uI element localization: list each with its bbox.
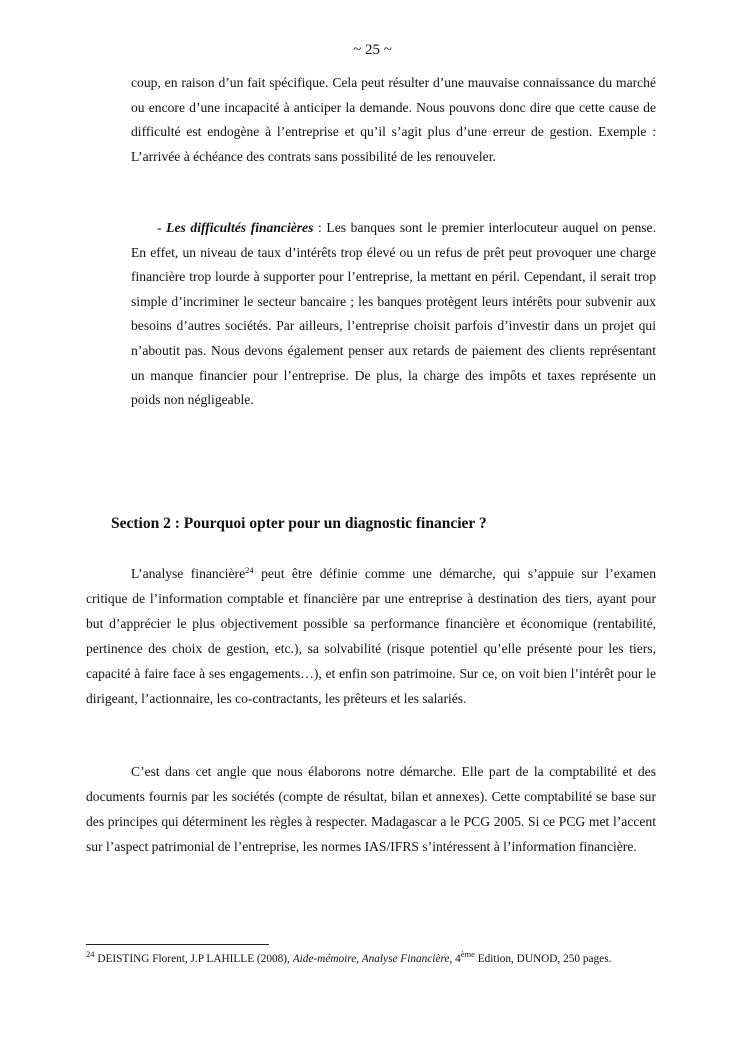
footnote-edition-sup: ème bbox=[460, 949, 475, 959]
footnote-title: Aide-mémoire, Analyse Financière bbox=[292, 953, 450, 965]
paragraph-analysis bbox=[86, 561, 656, 711]
footnote-authors: DEISTING Florent, J.P LAHILLE (2008), bbox=[94, 953, 293, 965]
paragraph-start: L’analyse financière bbox=[131, 566, 246, 581]
bullet-term: Les difficultés financières bbox=[166, 220, 314, 235]
bullet-marker: - bbox=[157, 220, 162, 235]
footnote bbox=[86, 951, 656, 967]
page-number: ~ 25 ~ bbox=[353, 42, 392, 58]
footnote-separator bbox=[86, 944, 269, 945]
footnote-edition: , 4 bbox=[449, 953, 461, 965]
paragraph-rest: peut être définie comme une démarche, qui s’appuie sur l’examen critique de l’information comptable et financière par une entreprise à destination des tiers, ayant pour but d’apprécier le plus objectivement possible sa performance financière et économique (rentabilité, pertinence des choix de gestion, etc.), sa solvabilité (risque potentiel qu’elle présente pour les tiers, capacité à faire face à ses engagements…), et enfin son patrimoine. Sur ce, on voit bien l’intérêt pour le dirigeant, l’actionnaire, les co-contractants, les prêteurs et les salariés. bbox=[86, 566, 656, 706]
footnote-number: 24 bbox=[86, 949, 95, 959]
section-heading: Section 2 : Pourquoi opter pour un diagnostic financier ? bbox=[111, 515, 487, 532]
bullet-text: : Les banques sont le premier interlocuteur auquel on pense. En effet, un niveau de taux d’intérêts trop élevé ou un refus de prêt peut provoquer une charge financière trop lourde à supporter pour l’entreprise, la mettant en péril. Cependant, il serait trop simple d’incriminer le secteur bancaire ; les banques protègent leurs intérêts pour subvenir aux besoins d’autres sociétés. Par ailleurs, l’entreprise choisit parfois d’investir dans un projet qui n’aboutit pas. Nous devons également penser aux retards de paiement des clients représentant un manque financier pour l’entreprise. De plus, la charge des impôts et taxes représente un poids non négligeable. bbox=[131, 220, 656, 408]
footnote-reference[interactable]: 24 bbox=[245, 565, 254, 575]
footnote-rest: Edition, DUNOD, 250 pages. bbox=[474, 953, 612, 965]
paragraph-continuation: coup, en raison d’un fait spécifique. Cela peut résulter d’une mauvaise connaissance du marché ou encore d’une incapacité à anticiper la demande. Nous pouvons donc dire que cette cause de difficulté est endogène à l’entreprise et qu’il s’agit plus d’une erreur de gestion. Exemple : L’arrivée à échéance des contrats sans possibilité de les renouveler. bbox=[131, 75, 656, 164]
paragraph-approach: C’est dans cet angle que nous élaborons notre démarche. Elle part de la comptabilité et des documents fournis par les sociétés (compte de résultat, bilan et annexes). Cette comptabilité se base sur des principes qui déterminent les règles à respecter. Madagascar a le PCG 2005. Si ce PCG met l’accent sur l’aspect patrimonial de l’entreprise, les normes IAS/IFRS s’intéressent à l’information financière. bbox=[86, 764, 656, 854]
bullet-paragraph bbox=[131, 216, 656, 413]
